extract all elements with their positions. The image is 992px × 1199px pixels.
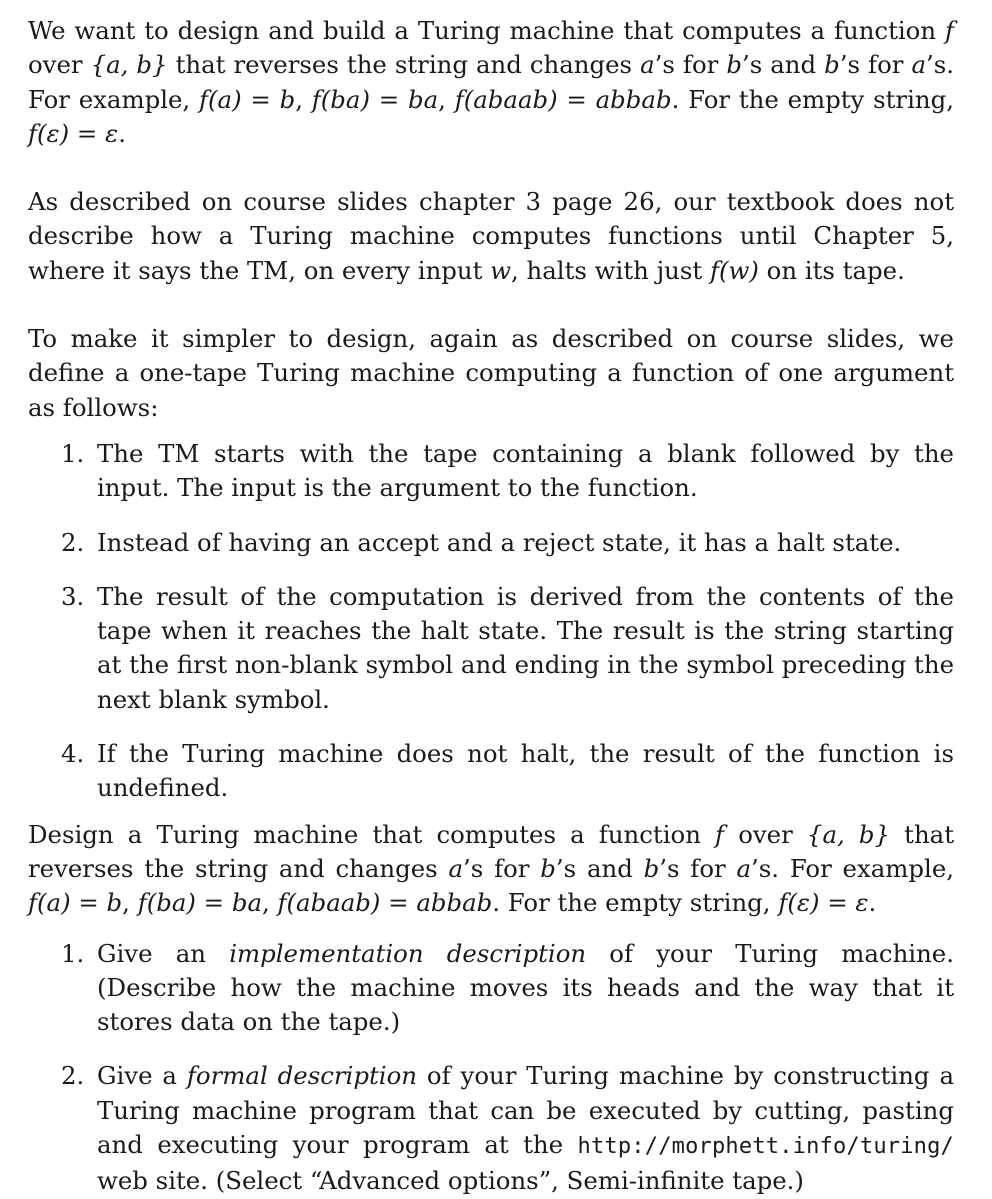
text-run: web site. (Select “Advanced options”, Semi-infinite tape.) [97, 1166, 804, 1196]
text-run: ’s and [741, 50, 825, 80]
text-run: We want to design and build a Turing machine that computes a function [28, 16, 945, 45]
list-item-text: If the Turing machine does not halt, the result of the function is undefined. [97, 739, 954, 803]
text-run: over [28, 50, 91, 80]
text-run: over [724, 819, 807, 849]
document-page [28, 14, 954, 1199]
math-f-of-w: f(w) [709, 255, 759, 285]
task-paragraph [28, 818, 954, 921]
text-run: ’s for [839, 50, 912, 80]
list-item-text: The TM starts with the tape containing a blank followed by the input. The input is the argument to the function. [97, 438, 954, 503]
text-run: , [295, 84, 312, 114]
math-a: a [736, 853, 752, 883]
list-item [28, 580, 954, 717]
math-w: w [490, 255, 512, 285]
math-example-empty: f(ε) = ε [28, 118, 119, 148]
math-f: f [715, 819, 725, 849]
text-run: . [868, 888, 877, 918]
list-item [28, 937, 954, 1040]
intro-paragraph [28, 14, 954, 151]
list-item [28, 1059, 954, 1198]
list-item-text: Instead of having an accept and a reject state, it has a halt state. [97, 527, 902, 557]
definition-paragraph: To make it simpler to design, again as described on course slides, we define a one-tape Turing machine computing a function of one argument as follows: [28, 324, 954, 422]
list-number: 1. [61, 438, 85, 468]
text-run: of your Turing machine by constructing a Turing machine program that can be executed by cutting, pasting and executing your program at the [97, 1061, 954, 1160]
list-item-text: The result of the computation is derived from the contents of the tape when it reaches the halt state. The result is the string starting at the first non-blank symbol and ending in the symbol preceding the next blank symbol. [97, 581, 954, 714]
text-run: As described on course slides chapter 3 page 26, our textbook does not describe how a Turing machine computes functions until Chapter 5, where it says the TM, on every input [28, 187, 954, 285]
text-run: that reverses the string and changes [28, 819, 955, 883]
text-run: that reverses the string and changes [167, 50, 641, 80]
math-example-3: f(abaab) = abbab [454, 84, 672, 114]
math-a: a [911, 50, 926, 80]
text-run: on its tape. [758, 255, 905, 285]
emphasis-text: implementation description [229, 938, 587, 968]
text-run: . For the empty string, [492, 888, 779, 918]
list-number: 2. [61, 1061, 85, 1091]
math-b: b [824, 50, 840, 80]
definition-list [28, 437, 954, 806]
text-run: ’s. For example, [28, 50, 955, 114]
text-run: of your Turing machine. (Describe how the machine moves its heads and the way that it stores data on the tape.) [97, 938, 954, 1037]
list-number: 1. [61, 938, 85, 968]
list-item [28, 437, 954, 506]
math-example-2: f(ba) = ba [137, 888, 262, 918]
emphasis-text: formal description [186, 1061, 417, 1091]
math-example-1: f(a) = b [198, 84, 296, 114]
list-number: 2. [61, 527, 85, 557]
task-list [28, 937, 954, 1199]
text-run: , [262, 888, 278, 918]
text-run: Give an [97, 938, 230, 968]
textbook-paragraph [28, 185, 954, 288]
math-alphabet-set: {a, b} [806, 819, 891, 849]
text-run: , [122, 888, 138, 918]
text-run: ’s for [659, 853, 737, 883]
math-example-2: f(ba) = ba [311, 84, 439, 114]
math-b: b [726, 50, 742, 80]
text-run: , [438, 84, 455, 114]
math-f: f [944, 16, 954, 45]
text-run: ’s and [555, 853, 644, 883]
list-number: 3. [61, 581, 85, 611]
text-run: Design a Turing machine that computes a function [28, 819, 716, 849]
text-run: Give a [97, 1061, 187, 1091]
list-number: 4. [61, 739, 85, 769]
text-run: ’s. For example, [751, 853, 955, 883]
text-run: ’s for [654, 50, 727, 80]
math-b: b [540, 853, 556, 883]
text-run: ’s for [463, 853, 541, 883]
math-alphabet-set: {a, b} [90, 50, 168, 80]
math-example-empty: f(ε) = ε [778, 888, 869, 918]
math-a: a [448, 853, 464, 883]
text-run: . For the empty string, [671, 84, 954, 114]
math-example-3: f(abaab) = abbab [277, 888, 493, 918]
math-b: b [643, 853, 660, 883]
math-a: a [640, 50, 655, 80]
list-item [28, 526, 954, 560]
list-item [28, 737, 954, 806]
turing-site-url: http://morphett.info/turing/ [577, 1134, 954, 1160]
text-run: , halts with just [511, 255, 710, 285]
math-example-1: f(a) = b [28, 888, 123, 918]
text-run: . [118, 118, 126, 148]
